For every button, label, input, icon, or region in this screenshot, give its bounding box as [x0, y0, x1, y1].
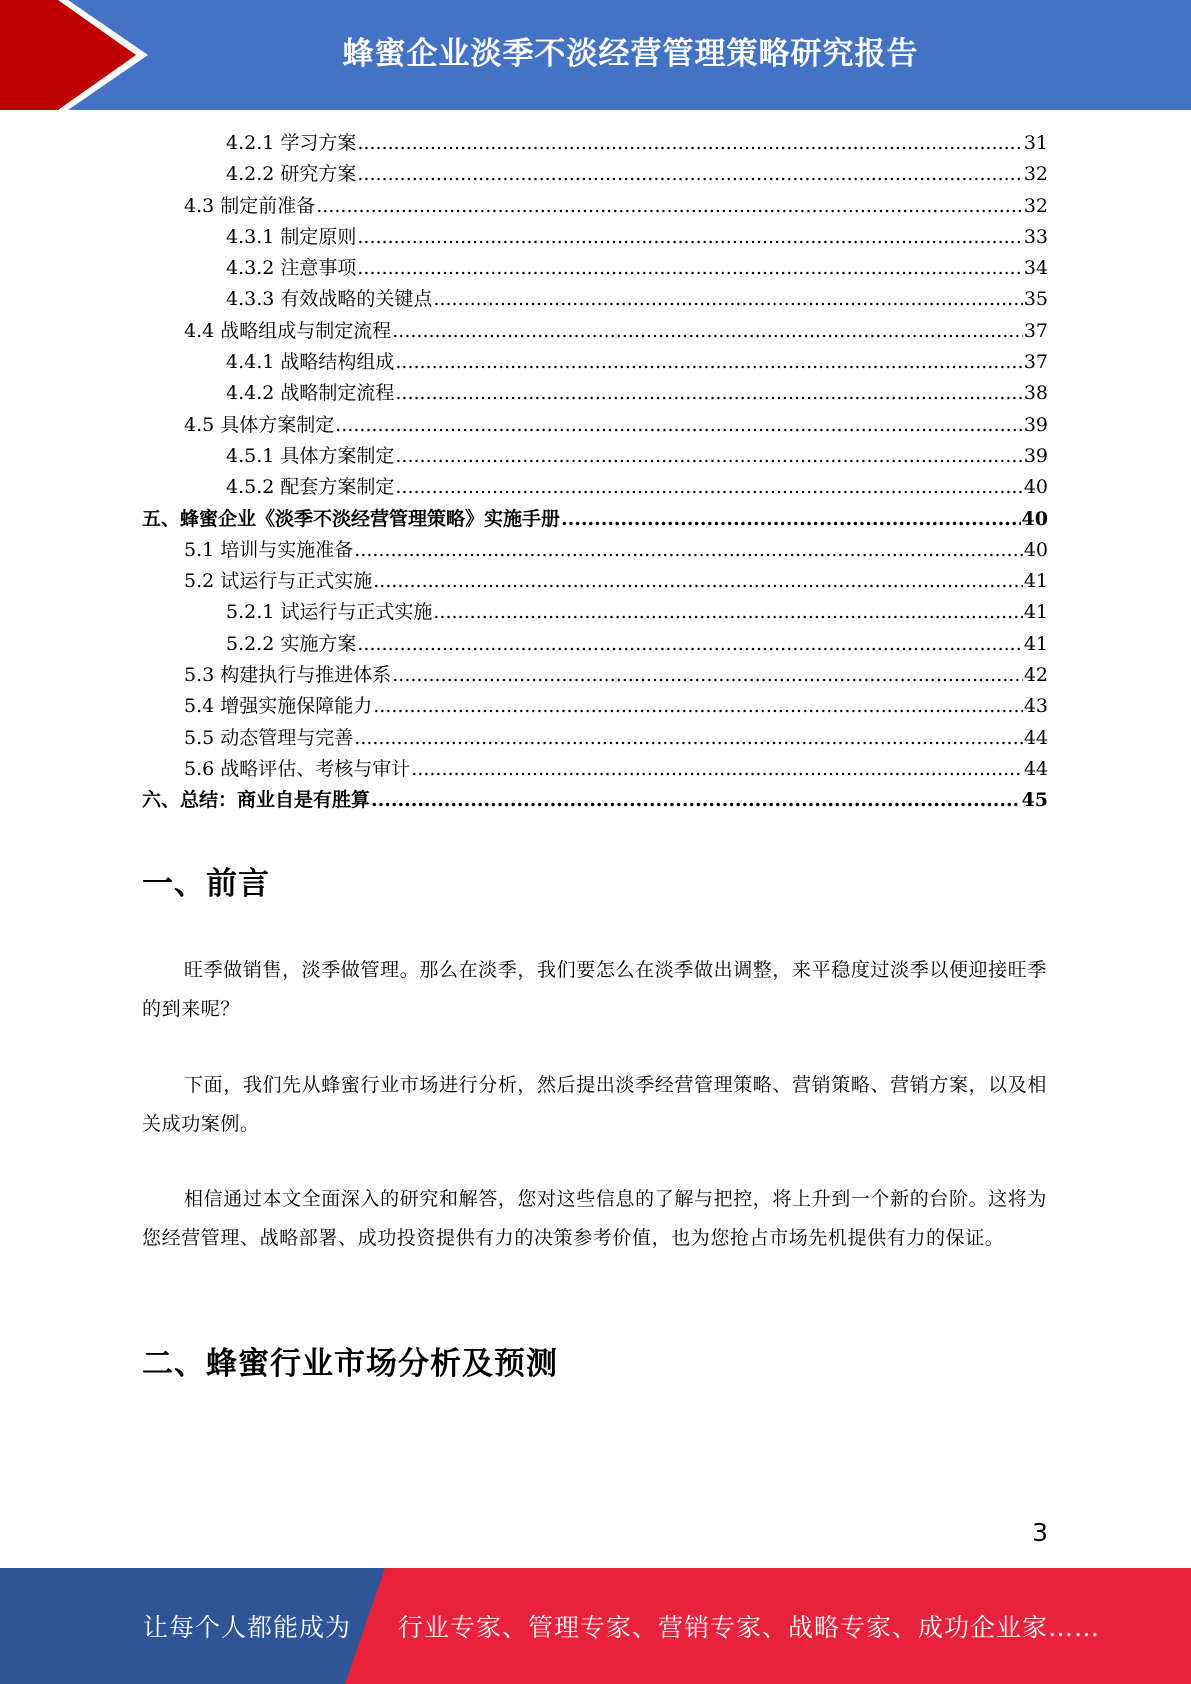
toc-entry[interactable]: [142, 378, 1048, 409]
toc-entry-label: 5.3 构建执行与推进体系: [184, 664, 392, 687]
toc-dot-leader: [433, 284, 1022, 315]
toc-entry[interactable]: [142, 723, 1048, 754]
toc-entry-label: 5.2.1 试运行与正式实施: [226, 601, 433, 624]
toc-entry-label: 4.4.1 战略结构组成: [226, 351, 395, 374]
toc-entry-label: 4.3.1 制定原则: [226, 225, 357, 248]
toc-entry[interactable]: [142, 504, 1048, 535]
toc-dot-leader: [357, 629, 1022, 660]
toc-entry-label: 五、蜂蜜企业《淡季不淡经营管理策略》实施手册: [142, 507, 561, 530]
toc-entry-label: 六、总结：商业自是有胜算: [142, 789, 371, 812]
toc-entry-page: 41: [1023, 570, 1048, 593]
toc-entry[interactable]: [142, 754, 1048, 785]
toc-entry[interactable]: [142, 316, 1048, 347]
toc-entry-page: 37: [1023, 319, 1048, 342]
paragraph-2: 下面，我们先从蜂蜜行业市场进行分析，然后提出淡季经营管理策略、营销策略、营销方案，以及相关成功案例。: [142, 1074, 1047, 1135]
toc-entry-page: 41: [1023, 632, 1048, 655]
section-heading-preface: 一、前言: [142, 866, 270, 902]
toc-entry-page: 40: [1023, 476, 1048, 499]
toc-entry-page: 33: [1023, 225, 1048, 248]
toc-entry-page: 42: [1023, 664, 1048, 687]
toc-dot-leader: [357, 159, 1022, 190]
toc-entry-label: 4.5.1 具体方案制定: [226, 444, 395, 467]
page-header: [0, 0, 1191, 110]
toc-entry[interactable]: [142, 159, 1048, 190]
toc-dot-leader: [357, 253, 1022, 284]
toc-entry[interactable]: [142, 660, 1048, 691]
toc-dot-leader: [354, 723, 1023, 754]
toc-dot-leader: [357, 222, 1022, 253]
toc-entry-page: 44: [1023, 757, 1048, 780]
toc-entry-label: 5.2 试运行与正式实施: [184, 570, 373, 593]
toc-entry[interactable]: [142, 191, 1048, 222]
toc-dot-leader: [392, 316, 1023, 347]
toc-entry[interactable]: [142, 253, 1048, 284]
toc-entry-label: 4.2.2 研究方案: [226, 163, 357, 186]
toc-entry-label: 4.3 制定前准备: [184, 194, 316, 217]
toc-entry-page: 45: [1021, 789, 1048, 812]
toc-entry-page: 40: [1023, 538, 1048, 561]
toc-entry-page: 40: [1021, 507, 1048, 530]
toc-entry-page: 39: [1023, 444, 1048, 467]
toc-dot-leader: [561, 504, 1021, 535]
paragraph-1: 旺季做销售，淡季做管理。那么在淡季，我们要怎么在淡季做出调整，来平稳度过淡季以便迎接旺季的到来呢？: [142, 959, 1047, 1020]
toc-dot-leader: [373, 566, 1023, 597]
toc-entry[interactable]: [142, 566, 1048, 597]
toc-dot-leader: [395, 441, 1022, 472]
toc-dot-leader: [433, 597, 1022, 628]
toc-dot-leader: [373, 691, 1023, 722]
toc-entry[interactable]: [142, 347, 1048, 378]
toc-entry-page: 44: [1023, 726, 1048, 749]
toc-entry-label: 4.5 具体方案制定: [184, 413, 335, 436]
toc-dot-leader: [357, 128, 1022, 159]
toc-entry-page: 34: [1023, 257, 1048, 280]
toc-entry-label: 5.2.2 实施方案: [226, 632, 357, 655]
toc-entry-page: 37: [1023, 351, 1048, 374]
toc-entry-page: 32: [1023, 194, 1048, 217]
toc-entry[interactable]: [142, 785, 1048, 816]
toc-entry-label: 4.2.1 学习方案: [226, 132, 357, 154]
toc-entry[interactable]: [142, 597, 1048, 628]
toc-entry-page: 43: [1023, 695, 1048, 718]
footer-slogan-left: 让每个人都能成为: [143, 1613, 352, 1642]
toc-entry[interactable]: [142, 128, 1048, 159]
toc-dot-leader: [395, 472, 1022, 503]
toc-entry[interactable]: [142, 472, 1048, 503]
toc-entry-page: 39: [1023, 413, 1048, 436]
toc-dot-leader: [316, 191, 1023, 222]
toc-dot-leader: [395, 378, 1022, 409]
toc-entry[interactable]: [142, 441, 1048, 472]
footer-slogan-right: 行业专家、管理专家、营销专家、战略专家、成功企业家……: [398, 1613, 1101, 1642]
page-number: 3: [1032, 1518, 1048, 1547]
toc-entry-label: 4.3.3 有效战略的关键点: [226, 288, 433, 311]
toc-dot-leader: [371, 785, 1021, 816]
toc-entry-label: 5.4 增强实施保障能力: [184, 695, 373, 718]
toc-dot-leader: [395, 347, 1022, 378]
toc-entry-page: 32: [1023, 163, 1048, 186]
toc-dot-leader: [392, 660, 1023, 691]
toc-entry-label: 4.3.2 注意事项: [226, 257, 357, 280]
toc-entry-page: 41: [1023, 601, 1048, 624]
toc-entry-label: 5.1 培训与实施准备: [184, 538, 354, 561]
paragraph-3: 相信通过本文全面深入的研究和解答，您对这些信息的了解与把控，将上升到一个新的台阶。这将为您经营管理、战略部署、成功投资提供有力的决策参考价值，也为您抢占市场先机提供有力的保证。: [142, 1188, 1047, 1249]
report-title: 蜂蜜企业淡季不淡经营管理策略研究报告: [342, 36, 919, 72]
toc-entry-label: 4.4 战略组成与制定流程: [184, 319, 392, 342]
toc-entry-label: 5.5 动态管理与完善: [184, 726, 354, 749]
toc-dot-leader: [335, 410, 1023, 441]
section-heading-market: 二、蜂蜜行业市场分析及预测: [142, 1346, 558, 1382]
toc-entry[interactable]: [142, 535, 1048, 566]
toc-entry-page: 38: [1023, 382, 1048, 405]
toc-entry[interactable]: [142, 410, 1048, 441]
toc-entry[interactable]: [142, 629, 1048, 660]
toc-dot-leader: [354, 535, 1023, 566]
toc-entry-label: 5.6 战略评估、考核与审计: [184, 757, 411, 780]
toc-entry-page: 35: [1023, 288, 1048, 311]
toc-entry[interactable]: [142, 222, 1048, 253]
toc-entry-label: 4.4.2 战略制定流程: [226, 382, 395, 405]
table-of-contents: [142, 128, 1048, 817]
toc-dot-leader: [411, 754, 1023, 785]
toc-entry[interactable]: [142, 284, 1048, 315]
page-footer: [0, 1568, 1191, 1684]
toc-entry-page: 31: [1023, 132, 1048, 154]
toc-entry-label: 4.5.2 配套方案制定: [226, 476, 395, 499]
toc-entry[interactable]: [142, 691, 1048, 722]
